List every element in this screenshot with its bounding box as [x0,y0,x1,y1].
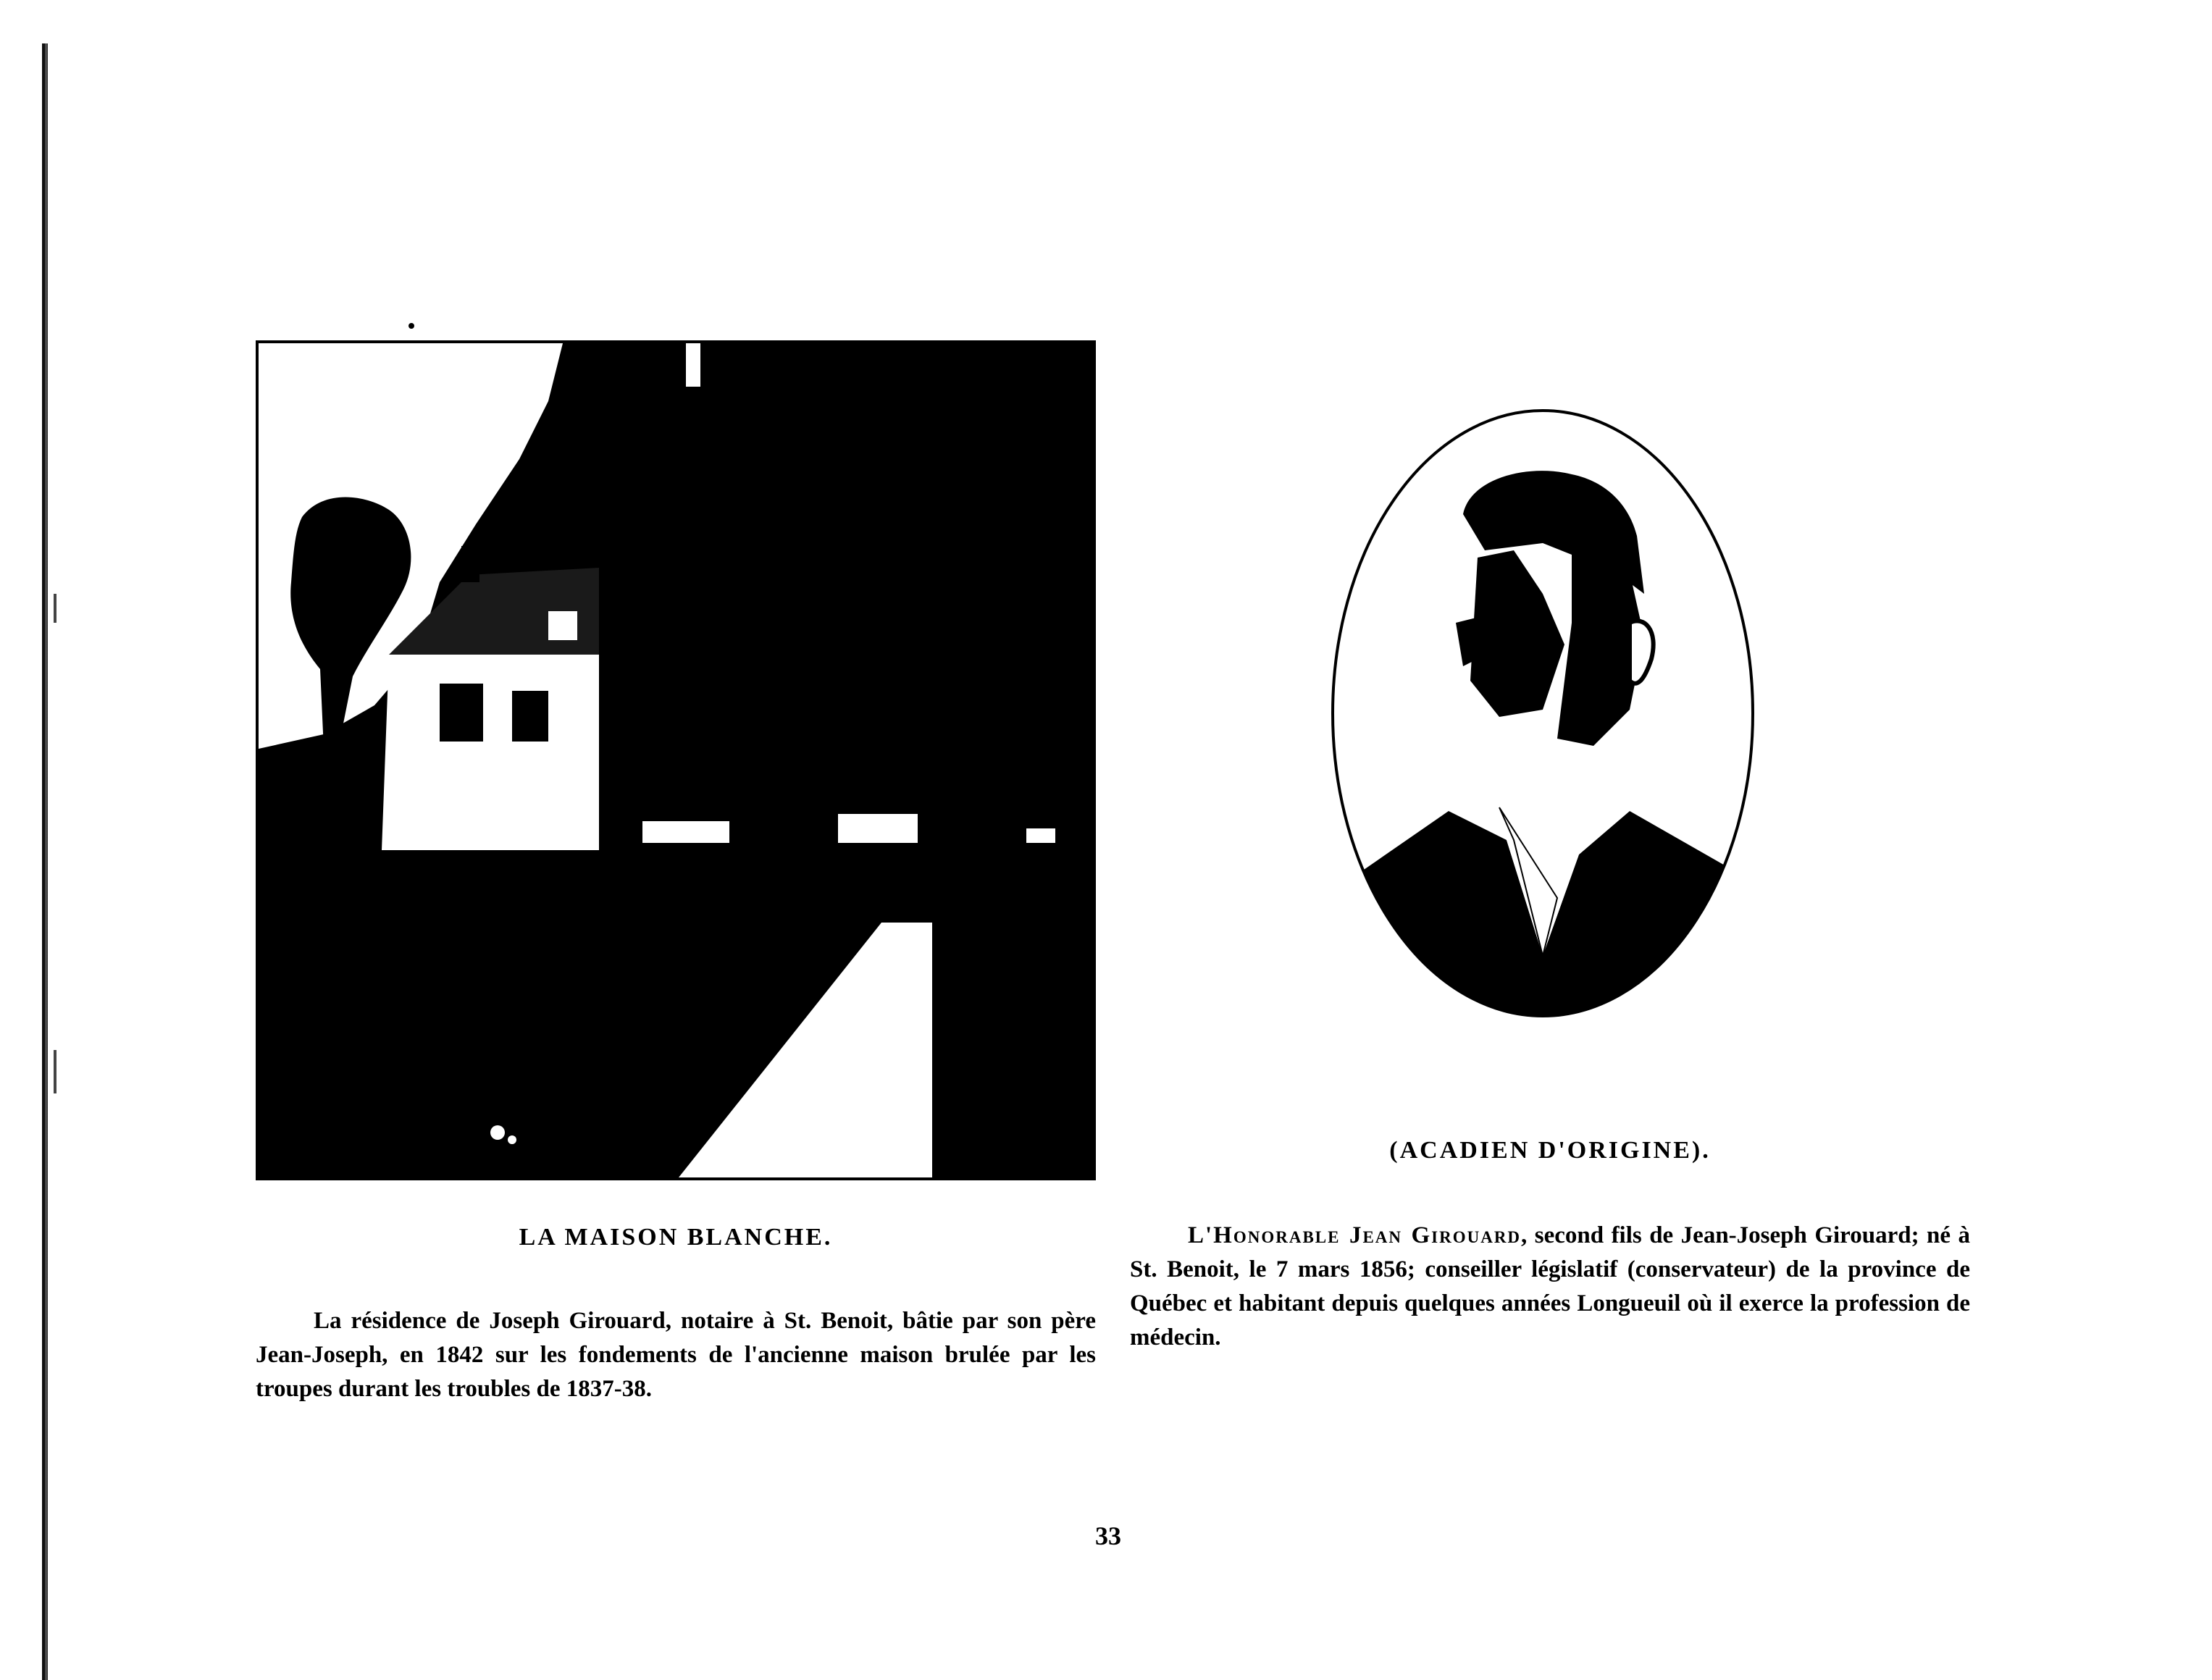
house-photo-illustration [259,343,1093,1177]
portrait-photo [1325,406,1760,1021]
book-binding-edge [42,43,48,1680]
house-photo-caption: LA MAISON BLANCHE. [519,1224,833,1251]
portrait-illustration [1325,406,1760,1021]
page-number: 33 [1095,1521,1121,1550]
house-photo [256,340,1096,1180]
portrait-subject-name: L'Honorable Jean Girouard [1188,1222,1522,1248]
binding-mark [54,594,56,623]
house-photo-description: La résidence de Joseph Girouard, notaire à St. Benoit, bâtie par son père Jean-Joseph, en 1842 sur les fondements de l'ancienne maison brulée par les troupes durant les troubles de 1837-38. [256,1308,1096,1402]
binding-mark [54,1050,56,1093]
portrait-description-text: , second fils de Jean-Joseph Girouard; né à St. Benoit, le 7 mars 1856; conseiller législatif (conservateur) de la province de Québec et habitant depuis quelques années Longueuil où il exerce la profession de médecin. [1130,1222,1970,1351]
portrait-description [1130,1219,1970,1355]
ink-speck [409,323,414,329]
portrait-caption: (ACADIEN D'ORIGINE). [1389,1137,1711,1164]
